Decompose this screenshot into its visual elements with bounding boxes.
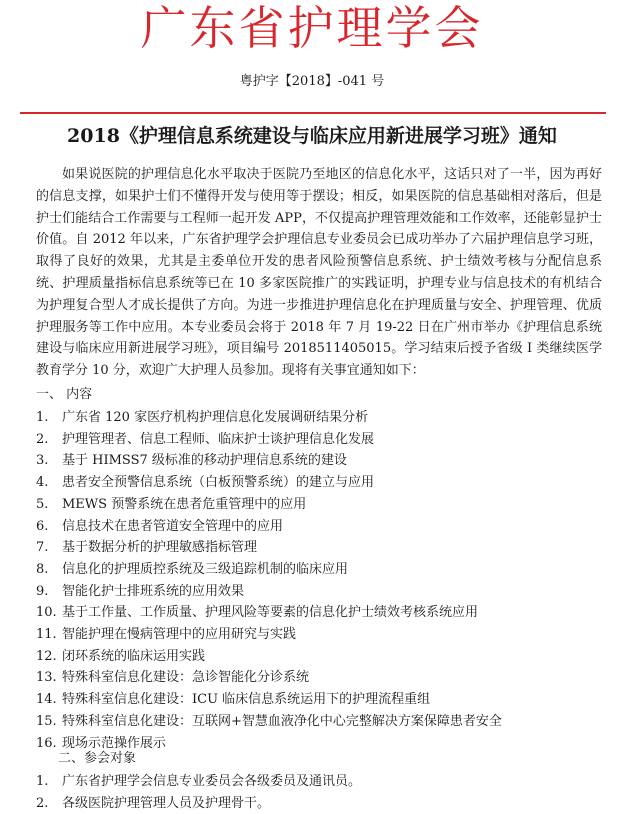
item-text: 智能护理在慢病管理中的应用研究与实践 bbox=[62, 627, 297, 643]
item-number: 8. bbox=[36, 561, 49, 577]
item-number: 1. bbox=[36, 410, 49, 425]
contents-list bbox=[36, 407, 502, 754]
list-item bbox=[36, 793, 361, 814]
item-number: 10. bbox=[36, 605, 57, 621]
item-number: 14. bbox=[36, 692, 57, 708]
item-number: 3. bbox=[36, 453, 49, 469]
list-item bbox=[36, 602, 502, 624]
list-item bbox=[36, 494, 502, 516]
list-item bbox=[36, 624, 502, 646]
item-text: 基于工作量、工作质量、护理风险等要素的信息化护士绩效考核系统应用 bbox=[62, 605, 479, 621]
item-number: 4. bbox=[36, 475, 49, 491]
item-text: 基于数据分析的护理敏感指标管理 bbox=[62, 540, 258, 556]
list-item bbox=[36, 646, 502, 668]
item-text: MEWS 预警系统在患者危重管理中的应用 bbox=[62, 496, 307, 512]
list-item bbox=[36, 407, 502, 429]
item-number: 13. bbox=[36, 670, 57, 686]
item-number: 9. bbox=[36, 583, 49, 599]
section-contents-heading: 一、 内容 bbox=[36, 387, 93, 402]
list-item bbox=[36, 450, 502, 472]
item-number: 6. bbox=[36, 518, 49, 534]
list-item bbox=[36, 581, 502, 603]
item-number: 15. bbox=[36, 713, 57, 729]
red-divider-line bbox=[20, 112, 606, 114]
section-audience-heading: 二、参会对象 bbox=[58, 751, 137, 766]
list-item bbox=[36, 689, 502, 711]
list-item bbox=[36, 472, 502, 494]
list-item bbox=[36, 537, 502, 559]
item-text: 特殊科室信息化建设：急诊智能化分诊系统 bbox=[62, 670, 310, 686]
item-number: 2. bbox=[36, 431, 49, 447]
list-item bbox=[36, 516, 502, 538]
item-text: 现场示范操作展示 bbox=[62, 735, 167, 751]
item-number: 7. bbox=[36, 540, 49, 556]
item-number: 5. bbox=[36, 496, 49, 512]
item-text: 闭环系统的临床运用实践 bbox=[62, 648, 206, 664]
list-item bbox=[36, 667, 502, 689]
item-text: 智能化护士排班系统的应用效果 bbox=[62, 583, 245, 599]
item-number: 11. bbox=[36, 627, 57, 643]
item-text: 特殊科室信息化建设：ICU 临床信息系统运用下的护理流程重组 bbox=[62, 692, 431, 708]
item-number: 16. bbox=[36, 735, 57, 751]
organization-header: 广东省护理学会 bbox=[140, 1, 484, 55]
item-text: 各级医院护理管理人员及护理骨干。 bbox=[62, 795, 271, 811]
item-text: 信息技术在患者管道安全管理中的应用 bbox=[62, 518, 284, 534]
list-item bbox=[36, 711, 502, 733]
item-text: 特殊科室信息化建设：互联网+智慧血液净化中心完整解决方案保障患者安全 bbox=[62, 713, 502, 729]
document-number: 粤护字【2018】-041 号 bbox=[239, 74, 385, 89]
item-text: 广东省护理学会信息专业委员会各级委员及通讯员。 bbox=[62, 774, 362, 789]
intro-paragraph: 如果说医院的护理信息化水平取决于医院乃至地区的信息化水平，这话只对了一半，因为再好的信息支撑，如果护士们不懂得开发与使用等于摆设；相反，如果医院的信息基础相对落后，但是护士们能结合工作需要与工程师一起开发 APP，不仅提高护理管理效能和工作效率，还能彰显护士价值。自 2012 年以来，广东省护理学会护理信息专业委员会已成功举办了六届护理信息学习班，取得了良好的效果，尤其是主委单位开发的患者风险预警信息系统、护士绩效考核与分配信息系统、护理质量指标信息系统等已在 10 多家医院推广的实践证明，护理专业与信息技术的有机结合为护理复合型人才成长提供了方向。为进一步推进护理信息化在护理质量与安全、护理管理、优质护理服务等工作中应用。本专业委员会将于 2018 年 7 月 19-22 日在广州市举办《护理信息系统建设与临床应用新进展学习班》，项目编号 2018511405015。学习结束后授予省级 I 类继续医学教育学分 10 分，欢迎广大护理人员参加。现将有关事宜通知如下： bbox=[36, 167, 602, 379]
list-item bbox=[36, 559, 502, 581]
list-item bbox=[36, 771, 361, 793]
item-number: 12. bbox=[36, 648, 57, 664]
item-number: 2. bbox=[36, 795, 49, 811]
notice-title: 2018《护理信息系统建设与临床应用新进展学习班》通知 bbox=[67, 125, 557, 147]
audience-list bbox=[36, 771, 361, 814]
item-number: 1. bbox=[36, 774, 49, 789]
item-text: 患者安全预警信息系统（白板预警系统）的建立与应用 bbox=[62, 475, 375, 491]
list-item bbox=[36, 429, 502, 451]
item-text: 信息化的护理质控系统及三级追踪机制的临床应用 bbox=[62, 561, 349, 577]
item-text: 护理管理者、信息工程师、临床护士谈护理信息化发展 bbox=[62, 431, 375, 447]
item-text: 广东省 120 家医疗机构护理信息化发展调研结果分析 bbox=[62, 410, 369, 425]
item-text: 基于 HIMSS7 级标准的移动护理信息系统的建设 bbox=[62, 453, 347, 469]
